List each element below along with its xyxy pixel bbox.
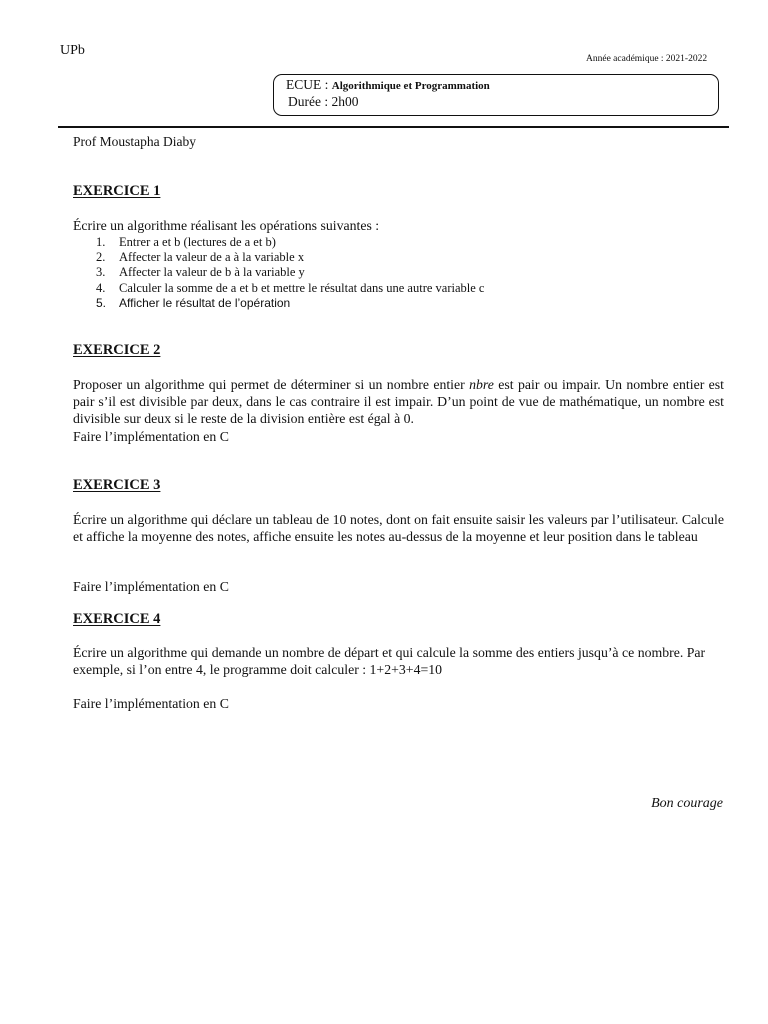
- list-item-number: 3.: [96, 265, 106, 280]
- list-item: [73, 296, 484, 311]
- academic-year: Année académique : 2021-2022: [586, 54, 708, 64]
- institution-name: UPb: [60, 43, 85, 58]
- list-item-number: 2.: [96, 250, 106, 265]
- exercise-3-text: Écrire un algorithme qui déclare un tableau de 10 notes, dont on fait ensuite saisir les valeurs par l’utilisateur. Calcule et affiche la moyenne des notes, affiche ensuite les notes au-dessus de la moyenne et leur position dans le tableau: [73, 512, 724, 544]
- list-item: [73, 250, 484, 265]
- header-divider: [58, 126, 729, 128]
- list-item: [73, 235, 484, 250]
- variable-name: nbre: [469, 377, 494, 392]
- list-item-number: 5.: [96, 295, 107, 310]
- exercise-2-implementation: Faire l’implémentation en C: [73, 429, 229, 444]
- exam-duration: Durée : 2h00: [288, 94, 359, 109]
- exercise-3-implementation: Faire l’implémentation en C: [73, 579, 229, 594]
- exercise-3-title: EXERCICE 3: [73, 477, 161, 493]
- list-item-text: Calculer la somme de a et b et mettre le résultat dans une autre variable c: [119, 280, 485, 295]
- exercise-1-intro: Écrire un algorithme réalisant les opérations suivantes :: [73, 218, 380, 233]
- exercise-2-title: EXERCICE 2: [73, 342, 161, 358]
- list-item-number: 1.: [96, 235, 106, 249]
- exercise-4-text: Écrire un algorithme qui demande un nombre de départ et qui calcule la somme des entiers jusqu’à ce nombre. Par exemple, si l’on entre 4, le programme doit calculer : 1+2+3+4=10: [73, 645, 706, 677]
- ecue-label: ECUE :: [286, 77, 332, 92]
- list-item-text: Afficher le résultat de l’opération: [119, 295, 291, 310]
- exercise-1-title: EXERCICE 1: [73, 183, 161, 199]
- professor-name: Prof Moustapha Diaby: [73, 134, 196, 149]
- exercise-2-text-start: Proposer un algorithme qui permet de déterminer si un nombre entier: [73, 377, 470, 392]
- closing-remark: Bon courage: [651, 796, 723, 811]
- exercise-2-text-end: est pair ou impair. Un nombre entier est pair s’il est divisible par deux, dans le cas contraire il est impair. D’un point de vue de mathématique, un nombre est divisible sur deux si le reste de la division entière est égal à 0.: [73, 377, 725, 426]
- exercise-4-title: EXERCICE 4: [73, 611, 161, 627]
- list-item: [73, 265, 484, 280]
- list-item: [73, 281, 484, 296]
- list-item-text: Affecter la valeur de b à la variable y: [119, 265, 305, 280]
- list-item-text: Affecter la valeur de a à la variable x: [119, 250, 305, 265]
- list-item-text: Entrer a et b (lectures de a et b): [119, 235, 276, 249]
- exercise-1-steps: [73, 235, 484, 311]
- exercise-4-implementation: Faire l’implémentation en C: [73, 696, 229, 711]
- exercise-2-text: [73, 376, 724, 427]
- list-item-number: 4.: [96, 280, 106, 295]
- course-name: Algorithmique et Programmation: [331, 80, 490, 92]
- course-line: [286, 77, 490, 93]
